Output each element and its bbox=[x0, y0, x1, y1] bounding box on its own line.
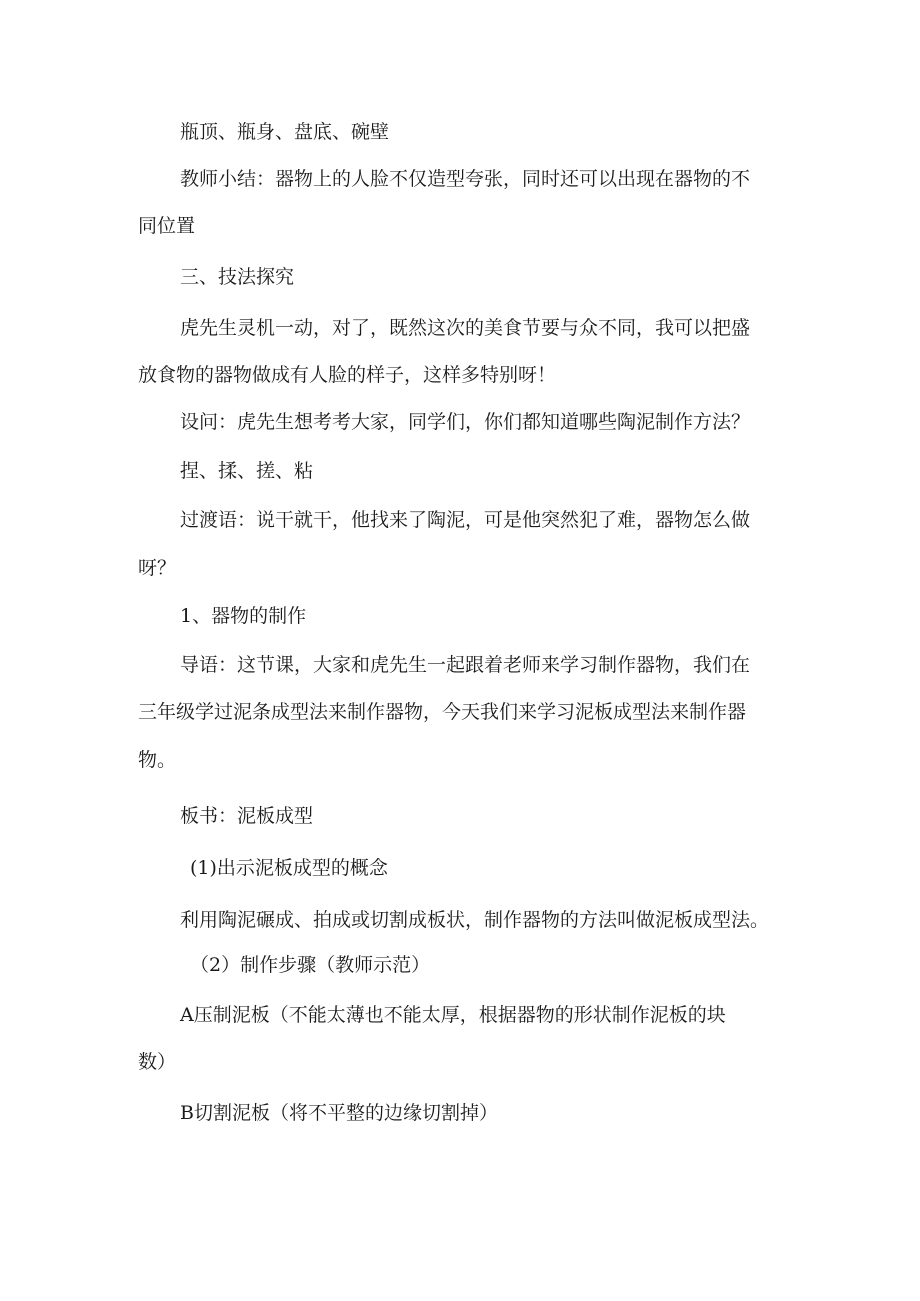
paragraph-line: 放食物的器物做成有人脸的样子，这样多特别呀！ bbox=[138, 364, 557, 386]
subsection-heading: 1、器物的制作 bbox=[180, 605, 307, 627]
paragraph-line: 同位置 bbox=[138, 215, 196, 237]
paragraph-line: 利用陶泥碾成、拍成或切割成板状，制作器物的方法叫做泥板成型法。 bbox=[180, 909, 770, 931]
paragraph-line: （2）制作步骤（教师示范） bbox=[190, 954, 431, 976]
paragraph-line: 瓶顶、瓶身、盘底、碗壁 bbox=[180, 121, 390, 143]
paragraph-line: 板书：泥板成型 bbox=[180, 805, 314, 827]
paragraph-line: 教师小结：器物上的人脸不仅造型夸张，同时还可以出现在器物的不 bbox=[180, 168, 751, 190]
paragraph-line: (1)出示泥板成型的概念 bbox=[190, 857, 388, 879]
paragraph-line: 三年级学过泥条成型法来制作器物，今天我们来学习泥板成型法来制作器 bbox=[138, 701, 747, 723]
paragraph-line: 导语：这节课，大家和虎先生一起跟着老师来学习制作器物，我们在 bbox=[180, 654, 751, 676]
paragraph-line: 捏、揉、搓、粘 bbox=[180, 460, 314, 482]
paragraph-line: 数） bbox=[138, 1051, 177, 1073]
section-heading: 三、技法探究 bbox=[180, 266, 295, 288]
paragraph-line: 过渡语：说干就干，他找来了陶泥，可是他突然犯了难，器物怎么做 bbox=[180, 509, 751, 531]
paragraph-line: B切割泥板（将不平整的边缘切割掉） bbox=[180, 1102, 498, 1124]
paragraph-line: 呀？ bbox=[138, 557, 177, 579]
paragraph-line: 虎先生灵机一动，对了，既然这次的美食节要与众不同，我可以把盛 bbox=[180, 317, 751, 339]
paragraph-line: 物。 bbox=[138, 749, 177, 771]
paragraph-line: A压制泥板（不能太薄也不能太厚，根据器物的形状制作泥板的块 bbox=[180, 1004, 726, 1026]
paragraph-line: 设问：虎先生想考考大家，同学们，你们都知道哪些陶泥制作方法？ bbox=[180, 411, 751, 433]
